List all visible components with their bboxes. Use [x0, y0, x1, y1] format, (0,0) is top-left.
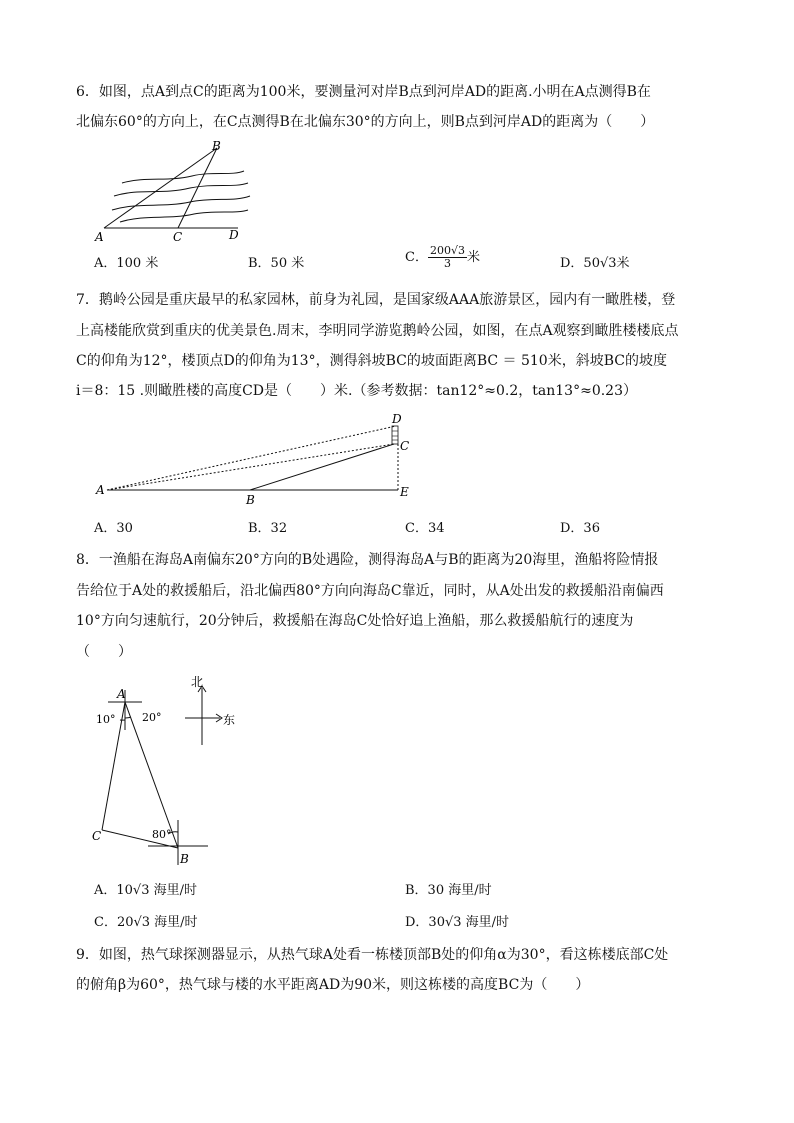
q7-label-d: D: [392, 412, 402, 426]
q7-text-line1: 7．鹅岭公园是重庆最早的私家园林，前身为礼园，是国家级AAA旅游景区，园内有一瞰胜楼，登: [76, 292, 676, 308]
q7-text-line2: 上高楼能欣赏到重庆的优美景色.周末，李明同学游览鹅岭公园，如图，在点A观察到瞰胜楼楼底点: [76, 323, 679, 339]
q8-text-line4: （ ）: [76, 644, 132, 660]
q8-navigation-figure: [90, 670, 250, 870]
q8-option-d[interactable]: D．30√3 海里/时: [405, 915, 510, 930]
q7-option-b[interactable]: B．32: [248, 521, 288, 536]
q8-text-line2: 告给位于A处的救援船后，沿北偏西80°方向向海岛C靠近，同时，从A处出发的救援船沿南偏西: [76, 583, 664, 599]
q9-text-line1: 9．如图，热气球探测器显示，从热气球A处看一栋楼顶部B处的仰角α为30°，看这栋楼底部C处: [76, 947, 669, 963]
q7-option-a[interactable]: A．30: [94, 521, 133, 536]
q8-text-line1: 8．一渔船在海岛A南偏东20°方向的B处遇险，测得海岛A与B的距离为20海里，渔船将险情报: [76, 552, 659, 568]
q7-slope-figure: [92, 408, 422, 508]
q6-option-b[interactable]: B．50 米: [248, 256, 305, 271]
q9-text-line2: 的俯角β为60°，热气球与楼的水平距离AD为90米，则这栋楼的高度BC为（ ）: [76, 977, 590, 993]
q6-text-line2: 北偏东60°的方向上，在C点测得B在北偏东30°的方向上，则B点到河岸AD的距离为（ ）: [76, 114, 655, 130]
q6-option-c[interactable]: [405, 245, 480, 270]
q8-label-a: A: [117, 687, 126, 701]
q8-label-east: 东: [223, 713, 236, 727]
q7-option-c[interactable]: C．34: [405, 521, 445, 536]
q6-option-c-suffix: 米: [466, 250, 480, 265]
q7-label-a: A: [96, 483, 105, 497]
q6-option-c-fraction: $\frac{200√3}{3}$: [429, 244, 465, 270]
q8-label-north: 北: [191, 675, 204, 689]
q6-label-b: B: [212, 139, 221, 153]
q7-text-line4: i＝8：15 .则瞰胜楼的高度CD是（ ）米.（参考数据：tan12°≈0.2，tan13°≈0.23）: [76, 383, 637, 399]
q8-label-b: B: [180, 852, 189, 866]
q8-text-line3: 10°方向匀速航行，20分钟后，救援船在海岛C处恰好追上渔船，那么救援船航行的速度为: [76, 613, 634, 629]
q8-label-angle10: 10°: [96, 713, 116, 726]
q8-label-angle20: 20°: [142, 711, 162, 724]
q7-label-e: E: [400, 485, 409, 499]
q6-option-c-prefix: C．: [405, 250, 428, 265]
q7-option-d[interactable]: D．36: [560, 521, 600, 536]
q6-label-c: C: [173, 230, 183, 244]
q8-option-a[interactable]: A．10√3 海里/时: [94, 883, 197, 898]
q6-option-d[interactable]: D．50√3米: [560, 256, 630, 271]
q6-text-line1: 6．如图，点A到点C的距离为100米，要测量河对岸B点到河岸AD的距离.小明在A点测得B在: [76, 84, 651, 100]
q7-text-line3: C的仰角为12°，楼顶点D的仰角为13°，测得斜坡BC的坡面距离BC ＝ 510米，斜坡BC的坡度: [76, 353, 667, 369]
q6-label-a: A: [95, 230, 104, 244]
q6-river-figure: [92, 138, 262, 246]
q6-option-a[interactable]: A．100 米: [94, 256, 159, 271]
q6-label-d: D: [229, 228, 239, 242]
q7-label-c: C: [400, 439, 410, 453]
q8-label-c: C: [92, 829, 102, 843]
q8-option-c[interactable]: C．20√3 海里/时: [94, 915, 198, 930]
q8-option-b[interactable]: B．30 海里/时: [405, 883, 492, 898]
q8-label-angle80: 80°: [152, 828, 172, 841]
q7-label-b: B: [246, 493, 255, 507]
